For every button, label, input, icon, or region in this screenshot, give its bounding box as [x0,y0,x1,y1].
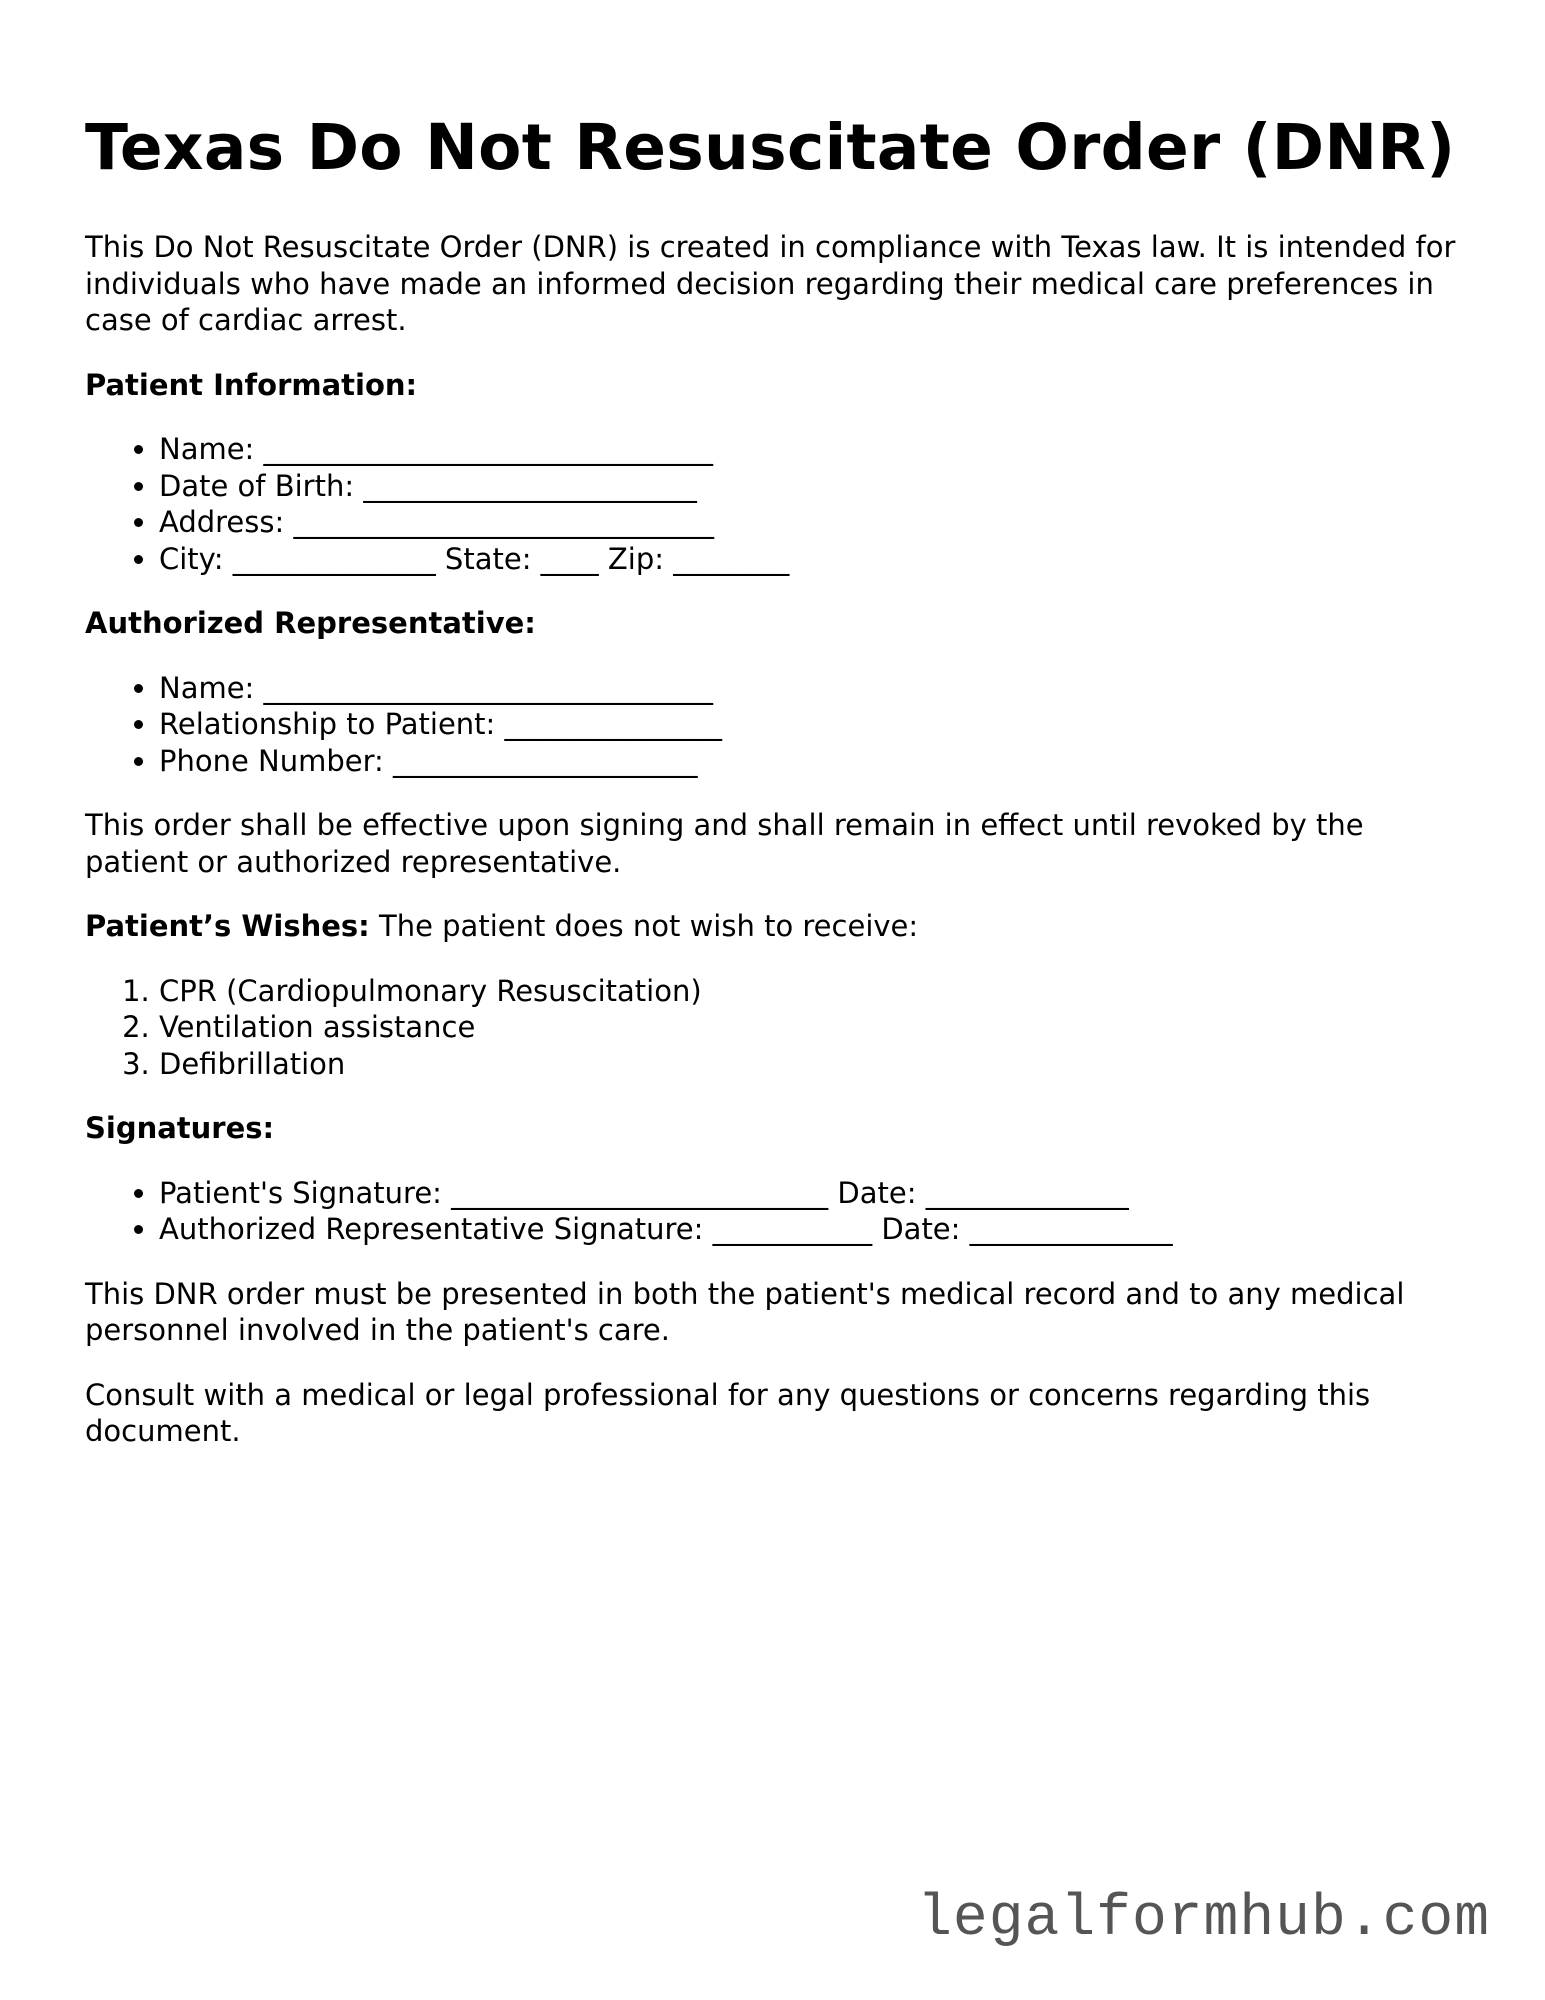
representative-name-field: • Name: _______________________________ [159,670,1465,707]
signatures-heading: Signatures: [85,1111,275,1145]
patient-info-list [85,431,1465,577]
wishes-text: The patient does not wish to receive: [369,909,919,943]
representative-relationship-field: • Relationship to Patient: _______________ [159,706,1465,743]
wish-item: 1. CPR (Cardiopulmonary Resuscitation) [159,973,1465,1010]
patient-city-state-zip-field: • City: ______________ State: ____ Zip: ________ [159,541,1465,578]
representative-signature-field: • Authorized Representative Signature: ___________ Date: ______________ [159,1211,1465,1248]
effective-paragraph: This order shall be effective upon signing and shall remain in effect until revoked by the patient or authorized representative. [85,808,1364,879]
document-page [85,110,1465,1478]
wishes-label: Patient’s Wishes: [85,909,370,943]
wishes-paragraph [85,908,1465,945]
patient-info-heading: Patient Information: [85,367,418,402]
representative-phone-field: • Phone Number: _____________________ [159,743,1465,780]
document-title: Texas Do Not Resuscitate Order (DNR) [85,111,1456,184]
watermark: legalformhub.com [917,1887,1490,1952]
wish-item: 3. Defibrillation [159,1046,1465,1083]
intro-paragraph: This Do Not Resuscitate Order (DNR) is created in compliance with Texas law. It is intended for individuals who have made an informed decision regarding their medical care preferences in case of cardiac arrest. [85,230,1456,337]
wishes-list [85,973,1465,1083]
patient-address-field: • Address: _____________________________ [159,504,1465,541]
representative-list [85,670,1465,780]
signatures-list [85,1175,1465,1248]
patient-signature-field: • Patient's Signature: __________________________ Date: ______________ [159,1175,1465,1212]
wish-item: 2. Ventilation assistance [159,1009,1465,1046]
patient-dob-field: • Date of Birth: _______________________ [159,468,1465,505]
presentation-paragraph: This DNR order must be presented in both the patient's medical record and to any medical personnel involved in the patient's care. [85,1276,1405,1347]
representative-heading: Authorized Representative: [85,606,536,640]
patient-name-field: • Name: _______________________________ [159,431,1465,468]
consult-paragraph: Consult with a medical or legal professional for any questions or concerns regarding this document. [85,1377,1371,1448]
